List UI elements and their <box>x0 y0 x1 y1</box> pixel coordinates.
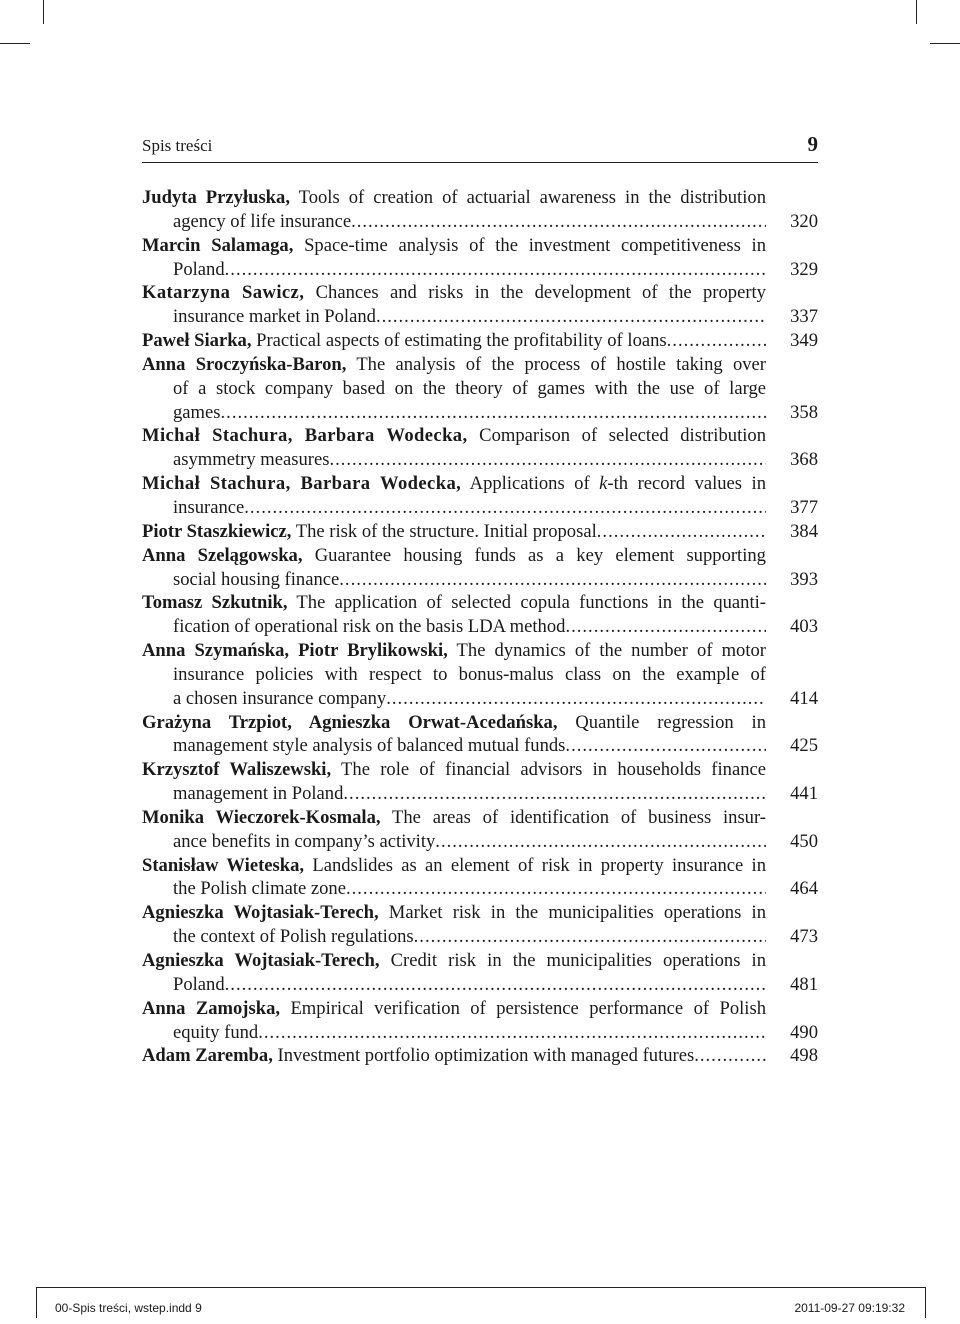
toc-entry <box>142 806 818 854</box>
toc-entry <box>142 520 818 544</box>
entry-author: Grażyna Trzpiot, Agnieszka Orwat-Acedańska, <box>142 711 558 733</box>
entry-title-line: games <box>173 401 221 423</box>
entry-title-line: Landslides as an element of risk in property insurance in <box>304 854 767 876</box>
toc-entry <box>142 591 818 639</box>
dot-leader <box>346 877 766 901</box>
entry-title-line: a chosen insurance company <box>173 687 387 709</box>
entry-title-line: Empirical verification of persistence performance of Polish <box>280 997 766 1019</box>
dot-leader <box>414 925 766 949</box>
dot-leader <box>343 782 766 806</box>
entry-title-line: Poland <box>173 258 225 280</box>
entry-title-line: the Polish climate zone <box>173 878 346 900</box>
entry-title-line: Market risk in the municipalities operations in <box>378 902 766 924</box>
toc-entry <box>142 949 818 997</box>
entry-page: 377 <box>790 496 818 518</box>
entry-author: Adam Zaremba, <box>142 1045 273 1067</box>
toc-entry <box>142 854 818 902</box>
entry-author: Anna Szelągowska, <box>142 544 303 566</box>
entry-title-line: the context of Polish regulations <box>173 926 414 948</box>
entry-title-line: ance benefits in company’s activity <box>173 830 436 852</box>
entry-title-line: social housing finance <box>173 568 340 590</box>
entry-author: Piotr Staszkiewicz, <box>142 520 292 542</box>
entry-title-line: insurance <box>173 496 245 518</box>
entry-title-line: asymmetry measures <box>173 449 330 471</box>
dot-leader <box>329 448 766 472</box>
dot-leader <box>597 520 766 544</box>
entry-title-line: Guarantee housing funds as a key element supporting <box>302 544 766 566</box>
entry-title-italic: k <box>599 473 608 495</box>
entry-title-line: Tools of creation of actuarial awareness in the distribution <box>289 187 766 208</box>
entry-title-line: The risk of the structure. Initial proposal <box>291 520 597 542</box>
toc-entry <box>142 758 818 806</box>
entry-title-line: Chances and risks in the development of the property <box>304 282 766 304</box>
print-slug <box>36 1287 926 1318</box>
entry-author: Agnieszka Wojtasiak-Terech, <box>142 902 379 924</box>
entry-title-line: agency of life insurance <box>173 210 352 232</box>
entry-author: Anna Zamojska, <box>142 997 281 1019</box>
dot-leader <box>258 1021 766 1045</box>
crop-mark <box>916 0 917 24</box>
dot-leader <box>376 305 766 329</box>
entry-title-line: The areas of identification of business insur- <box>380 806 766 828</box>
dot-leader <box>225 258 766 282</box>
slug-timestamp: 2011-09-27 09:19:32 <box>794 1301 905 1315</box>
entry-title-line: insurance policies with respect to bonus-malus class on the example of <box>173 663 766 685</box>
entry-title-line: Space-time analysis of the investment competitiveness in <box>293 234 766 256</box>
entry-page: 320 <box>790 210 818 232</box>
entry-author: Anna Szymańska, Piotr Brylikowski, <box>142 640 448 662</box>
dot-leader <box>225 973 766 997</box>
toc-entry <box>142 901 818 949</box>
entry-page: 481 <box>790 973 818 995</box>
entry-author: Judyta Przyłuska, <box>142 187 290 208</box>
entry-author: Michał Stachura, Barbara Wodecka, <box>142 473 462 495</box>
entry-page: 498 <box>790 1045 818 1067</box>
entry-title-line: Credit risk in the municipalities operations in <box>379 950 767 971</box>
crop-mark <box>930 43 960 44</box>
entry-page: 337 <box>790 306 818 328</box>
dot-leader <box>694 1044 766 1068</box>
running-header <box>142 128 818 163</box>
entry-page: 473 <box>790 926 818 948</box>
dot-leader <box>565 734 766 758</box>
entry-page: 403 <box>790 616 818 638</box>
header-page-number: 9 <box>807 132 818 156</box>
entry-page: 358 <box>790 401 818 423</box>
entry-author: Paweł Siarka, <box>142 330 252 352</box>
toc-entry <box>142 472 818 520</box>
entry-title-line: fication of operational risk on the basis LDA method <box>173 616 566 638</box>
entry-author: Stanisław Wieteska, <box>142 854 305 876</box>
entry-author: Agnieszka Wojtasiak-Terech, <box>142 950 380 971</box>
entry-page: 393 <box>790 568 818 590</box>
entry-page: 349 <box>790 330 818 352</box>
entry-title-line: equity fund <box>173 1021 259 1043</box>
crop-mark <box>0 43 30 44</box>
toc-entry <box>142 1044 818 1068</box>
toc-entry <box>142 281 818 329</box>
dot-leader <box>435 830 766 854</box>
entry-title-line: Practical aspects of estimating the profitability of loans <box>251 330 667 352</box>
dot-leader <box>386 687 766 711</box>
dot-leader <box>244 496 766 520</box>
entry-author: Marcin Salamaga, <box>142 234 294 256</box>
entry-title-line: The dynamics of the number of motor <box>447 640 766 662</box>
entry-page: 490 <box>790 1021 818 1043</box>
entry-title-line: The application of selected copula functions in the quanti- <box>287 592 766 614</box>
toc-entry <box>142 353 818 425</box>
entry-title-line: insurance market in Poland <box>173 306 376 328</box>
entry-page: 450 <box>790 830 818 852</box>
entry-author: Tomasz Szkutnik, <box>142 592 288 614</box>
entry-page: 368 <box>790 449 818 471</box>
entry-author: Monika Wieczorek-Kosmala, <box>142 806 381 828</box>
dot-leader <box>351 210 766 234</box>
slug-filename: 00-Spis treści, wstep.indd 9 <box>55 1301 202 1315</box>
entry-title-line: Poland <box>173 973 225 995</box>
toc-entry <box>142 997 818 1045</box>
entry-author: Krzysztof Waliszewski, <box>142 759 332 781</box>
toc-entry <box>142 639 818 711</box>
crop-mark <box>43 0 44 24</box>
toc-entry <box>142 544 818 592</box>
entry-page: 441 <box>790 783 818 805</box>
toc-entry <box>142 424 818 472</box>
entry-title-line: The analysis of the process of hostile taking over <box>346 353 766 375</box>
entry-page: 329 <box>790 258 818 280</box>
entry-title-line: Investment portfolio optimization with managed futures <box>272 1045 695 1067</box>
entry-title-line: of a stock company based on the theory of games with the use of large <box>173 377 766 399</box>
toc-entry <box>142 186 818 234</box>
entry-page: 464 <box>790 878 818 900</box>
dot-leader <box>667 329 766 353</box>
entry-author: Katarzyna Sawicz, <box>142 282 305 304</box>
entry-title-line: Comparison of selected distribution <box>467 425 766 447</box>
entry-title-line: Quantile regression in <box>557 711 766 733</box>
entry-title-line: management in Poland <box>173 783 344 805</box>
entry-author: Anna Sroczyńska-Baron, <box>142 353 347 375</box>
header-title: Spis treści <box>142 136 213 155</box>
dot-leader <box>565 615 766 639</box>
dot-leader <box>221 401 766 425</box>
entry-title-line: Applications of <box>461 473 600 495</box>
dot-leader <box>339 568 766 592</box>
table-of-contents <box>142 186 818 1068</box>
entry-page: 384 <box>790 520 818 542</box>
entry-page: 425 <box>790 735 818 757</box>
toc-entry <box>142 329 818 353</box>
toc-entry <box>142 234 818 282</box>
entry-author: Michał Stachura, Barbara Wodecka, <box>142 425 468 447</box>
entry-title-line: management style analysis of balanced mutual funds <box>173 735 566 757</box>
entry-title-line: The role of financial advisors in households finance <box>331 759 767 781</box>
entry-page: 414 <box>790 687 818 709</box>
toc-entry <box>142 711 818 759</box>
entry-title-line: -th record values in <box>607 473 766 495</box>
